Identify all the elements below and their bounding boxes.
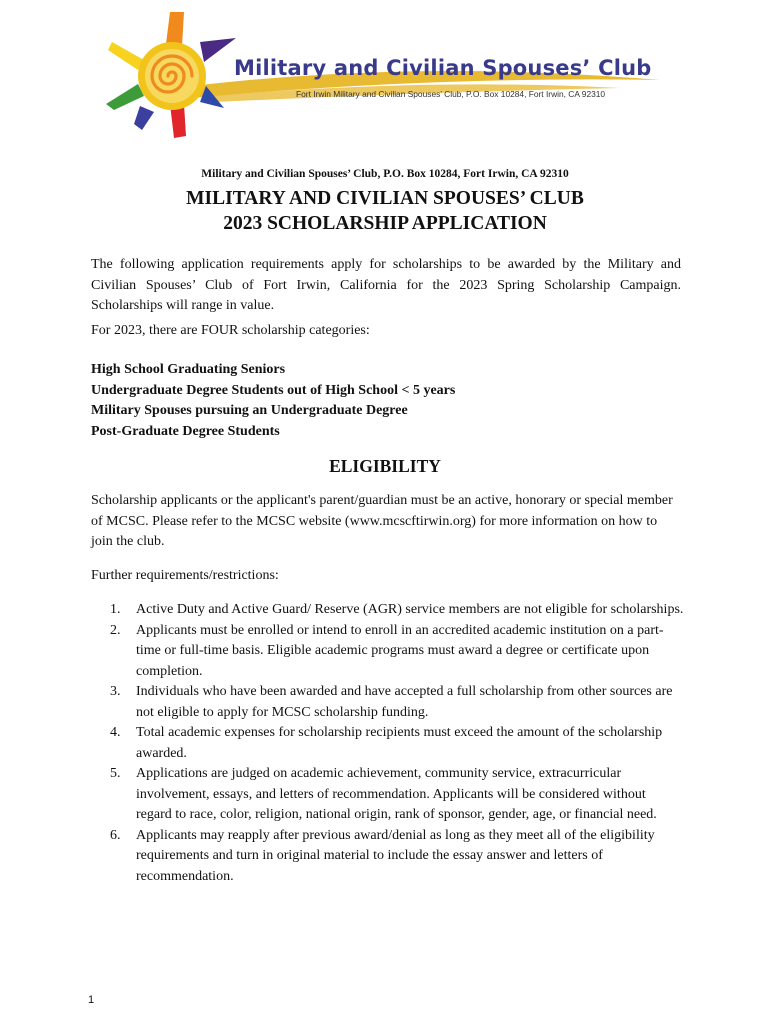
- requirement-number: 6.: [110, 827, 121, 843]
- eligibility-paragraph: Scholarship applicants or the applicant's parent/guardian must be an active, honorary or special member of MCSC. Please refer to the MCSC website (www.mcscftirwin.org) for more information on how to join the club.: [91, 493, 673, 549]
- ray-left-yellow: [108, 42, 144, 70]
- requirement-text: Applications are judged on academic achievement, community service, extracurricular involvement, essays, and letters of recommendation. Applicants will be considered without regard to race, color, religion, national origin, rank of sponsor, gender, age, or financial need.: [136, 766, 657, 822]
- categories-lead: For 2023, there are FOUR scholarship categories:: [91, 323, 370, 338]
- category-item: Military Spouses pursuing an Undergraduate Degree: [91, 403, 408, 419]
- ray-top-right-purple: [200, 38, 236, 62]
- ray-top-orange: [166, 12, 184, 46]
- requirement-text: Applicants must be enrolled or intend to enroll in an accredited academic institution on a part-time or full-time basis. Eligible academic programs must award a degree or certificate upon completion.: [136, 622, 664, 679]
- requirement-text: Applicants may reapply after previous award/denial as long as they meet all of the eligibility requirements and turn in original material to include the essay answer and letters of recommendation.: [136, 827, 655, 884]
- page-number: 1: [88, 994, 95, 1006]
- requirement-number: 4.: [110, 725, 121, 740]
- requirement-text: Total academic expenses for scholarship recipients must exceed the amount of the scholarship awarded.: [136, 725, 663, 761]
- category-item: Post-Graduate Degree Students: [91, 423, 280, 439]
- requirements-lead: Further requirements/restrictions:: [91, 568, 279, 583]
- requirement-item: [110, 764, 684, 826]
- club-logo: [100, 8, 670, 148]
- intro-paragraph: The following application requirements apply for scholarships to be awarded by the Military and Civilian Spouses’ Club of Fort Irwin, California for the 2023 Spring Scholarship Campaign. Scholarships will range in value.: [91, 257, 681, 313]
- requirement-text: Active Duty and Active Guard/ Reserve (AGR) service members are not eligible for scholarships.: [136, 602, 684, 617]
- requirement-number: 5.: [110, 766, 121, 781]
- requirement-number: 2.: [110, 622, 121, 638]
- requirement-item: [110, 723, 684, 764]
- document-title: [0, 186, 770, 236]
- ray-left-green: [106, 84, 144, 110]
- requirement-item: [110, 682, 684, 723]
- club-address: Military and Civilian Spouses’ Club, P.O. Box 10284, Fort Irwin, CA 92310: [201, 168, 569, 180]
- ray-bottom-left-indigo: [134, 106, 154, 130]
- category-item: Undergraduate Degree Students out of High School < 5 years: [91, 382, 456, 398]
- requirement-number: 3.: [110, 684, 121, 699]
- eligibility-heading: ELIGIBILITY: [329, 456, 441, 476]
- requirement-item: [110, 600, 684, 621]
- requirement-text: Individuals who have been awarded and have accepted a full scholarship from other sources are not eligible to apply for MCSC scholarship funding.: [136, 684, 673, 720]
- category-item: High School Graduating Seniors: [91, 362, 286, 377]
- requirement-number: 1.: [110, 602, 121, 617]
- title-line-1: MILITARY AND CIVILIAN SPOUSES’ CLUB: [186, 188, 584, 209]
- requirements-list: [110, 600, 684, 887]
- logo-title: Military and Civilian Spouses’ Club: [234, 56, 652, 80]
- requirement-item: [110, 621, 684, 683]
- requirement-item: [110, 826, 684, 888]
- logo-subtitle: Fort Irwin Military and Civilian Spouses’ Club, P.O. Box 10284, Fort Irwin, CA 92310: [296, 89, 606, 99]
- title-line-2: 2023 SCHOLARSHIP APPLICATION: [223, 213, 547, 234]
- scholarship-categories: [91, 360, 455, 442]
